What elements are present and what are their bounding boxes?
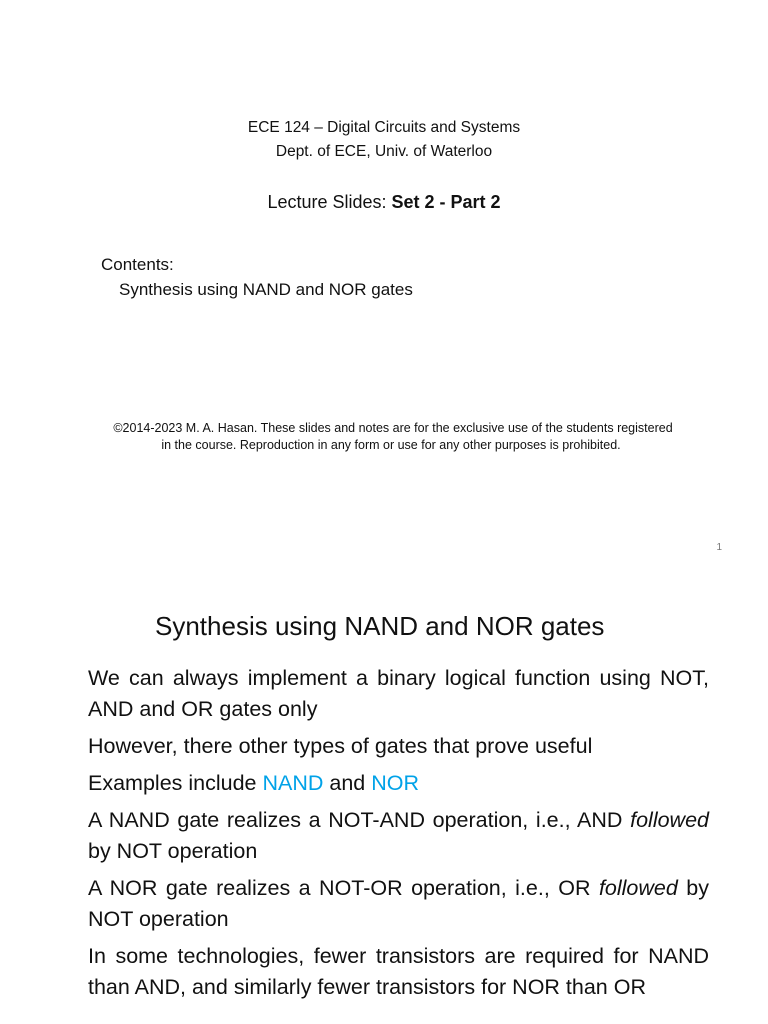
- lecture-set: Set 2 - Part 2: [391, 192, 501, 212]
- nor-desc-prefix: A NOR gate realizes a NOT-OR operation, i.e., OR: [88, 876, 599, 900]
- paragraph-5: [88, 873, 709, 935]
- examples-prefix: Examples include: [88, 771, 263, 795]
- nand-desc-suffix: by NOT operation: [88, 839, 258, 863]
- copyright-line-1: ©2014-2023 M. A. Hasan. These slides and notes are for the exclusive use of the students registered: [113, 421, 673, 435]
- paragraph-1: We can always implement a binary logical function using NOT, AND and OR gates only: [88, 666, 709, 721]
- nor-desc-suffix: by NOT operation: [88, 876, 709, 931]
- slide-2: [0, 575, 768, 1024]
- slide-body: [88, 663, 709, 1009]
- paragraph-3: [88, 768, 709, 799]
- course-department: Dept. of ECE, Univ. of Waterloo: [275, 143, 493, 160]
- slide-title: Synthesis using NAND and NOR gates: [155, 611, 605, 641]
- nor-highlight: NOR: [371, 771, 420, 795]
- lecture-prefix: Lecture Slides:: [267, 192, 392, 212]
- nand-desc-emphasis: followed: [630, 808, 709, 832]
- contents-heading: Contents:: [101, 255, 174, 274]
- lecture-slides-line: [0, 190, 768, 214]
- copyright-line-2: in the course. Reproduction in any form or use for any other purposes is prohibited.: [161, 438, 621, 452]
- nand-highlight: NAND: [262, 771, 324, 795]
- paragraph-6: In some technologies, fewer transistors are required for NAND than AND, and similarly fewer transistors for NOR than OR: [88, 944, 709, 999]
- page-number: 1: [716, 542, 722, 553]
- course-title: ECE 124 – Digital Circuits and Systems: [247, 119, 521, 136]
- examples-and: and: [323, 771, 372, 795]
- paragraph-4: [88, 805, 709, 867]
- nor-desc-emphasis: followed: [598, 876, 678, 900]
- paragraph-2: However, there other types of gates that prove useful: [88, 734, 593, 758]
- nand-desc-prefix: A NAND gate realizes a NOT-AND operation, i.e., AND: [88, 808, 631, 832]
- contents-item: Synthesis using NAND and NOR gates: [119, 280, 413, 299]
